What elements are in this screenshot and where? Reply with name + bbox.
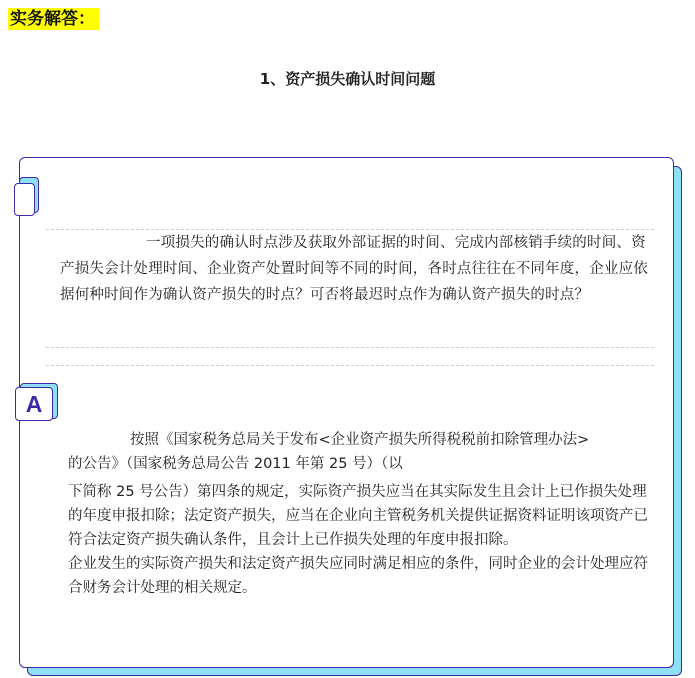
answer-badge-icon: A: [15, 387, 53, 421]
question-text: 一项损失的确认时点涉及获取外部证据的时间、完成内部核销手续的时间、资产损失会计处理时间、企业资产处置时间等不同的时间，各时点往往在不同年度，企业应依据何种时间作为确认资产损失的时点？可否将最迟时点作为确认资产损失的时点？: [60, 235, 648, 303]
question-tab-icon: [14, 183, 35, 216]
answer-paragraph-1: 下简称 25 号公告）第四条的规定，实际资产损失应当在其实际发生且会计上已作损失处理的年度申报扣除；法定资产损失，应当在企业向主管税务机关提供证据资料证明该项资产已符合法定资产损失确认条件，且会计上已作损失处理的年度申报扣除。: [68, 484, 648, 548]
section-title: 实务解答：: [8, 8, 99, 30]
answer-text: [68, 428, 658, 600]
divider-bottom: [46, 365, 654, 366]
divider-middle: [46, 347, 654, 348]
question-heading: 1、资产损失确认时间问题: [259, 70, 436, 88]
answer-paragraph-2: 企业发生的实际资产损失和法定资产损失应同时满足相应的条件，同时企业的会计处理应符合财务会计处理的相关规定。: [68, 556, 648, 596]
answer-line-1: 按照《国家税务总局关于发布<企业资产损失所得税税前扣除管理办法>: [130, 432, 590, 448]
answer-line-2: 的公告》（国家税务总局公告 2011 年第 25 号）（以: [68, 456, 403, 472]
